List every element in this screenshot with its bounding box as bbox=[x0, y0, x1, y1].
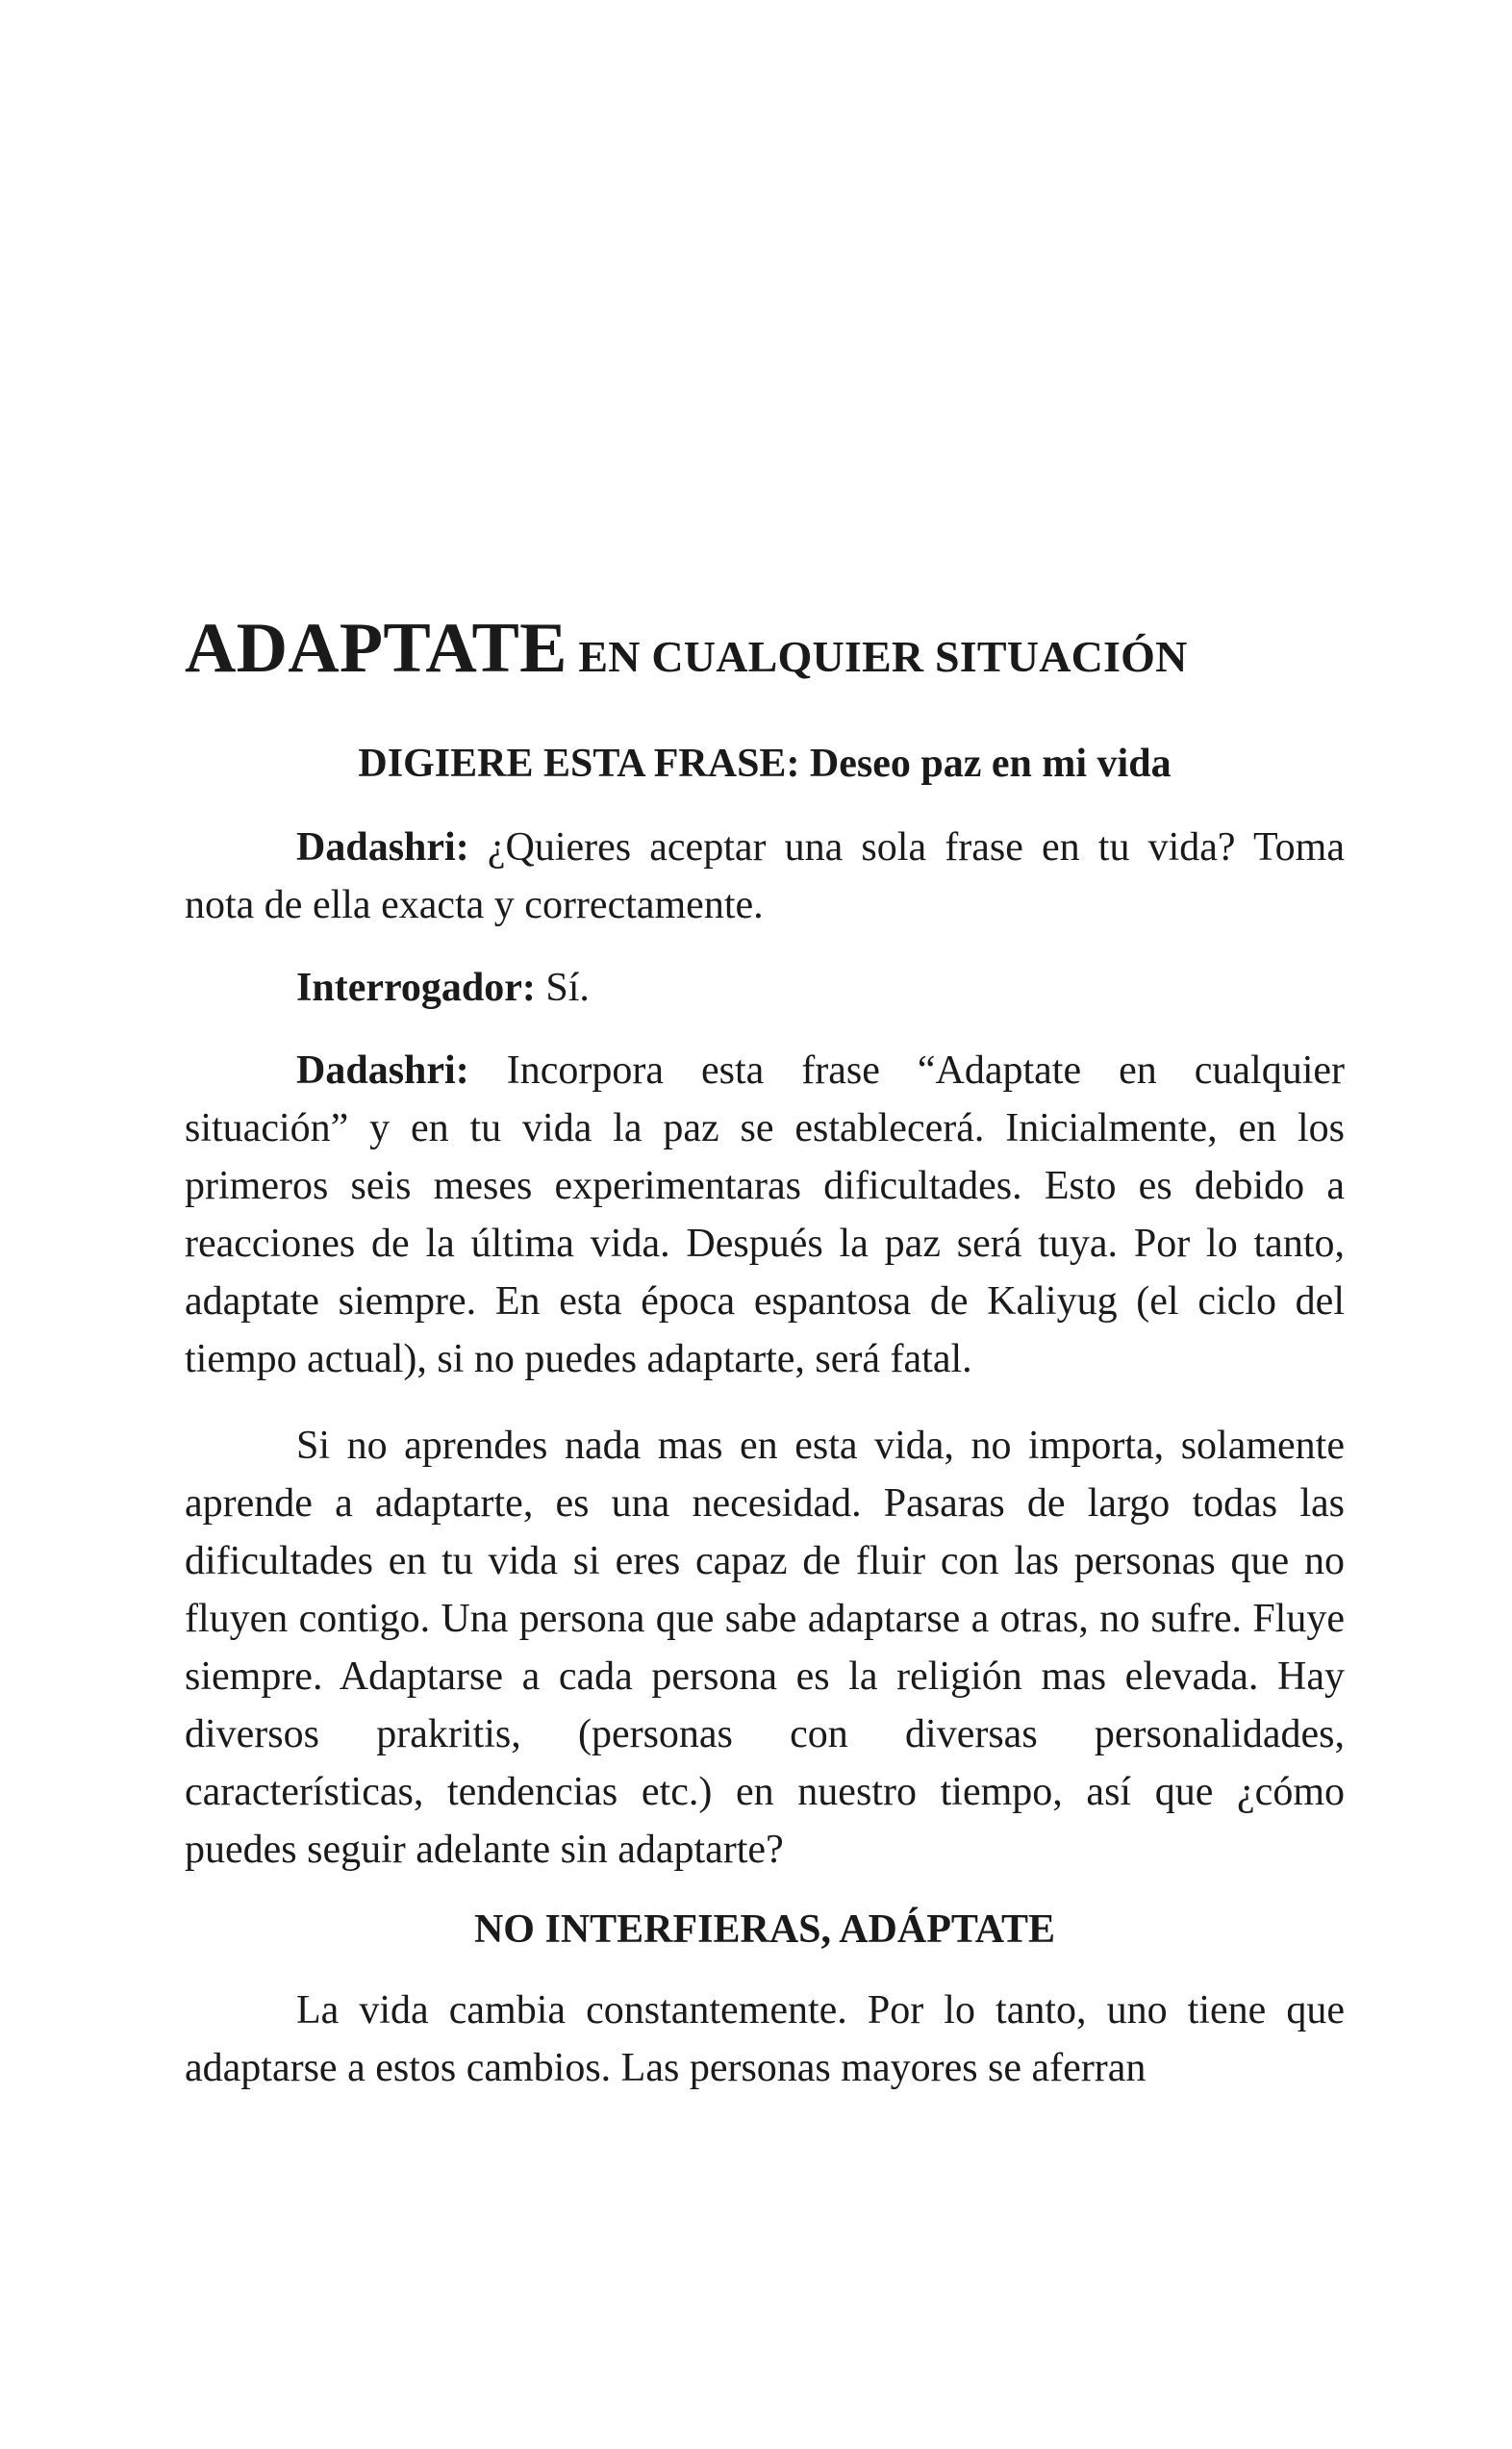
speaker-label: Dadashri: bbox=[296, 825, 469, 871]
body-paragraph: La vida cambia constantemente. Por lo tanto, uno tiene que adaptarse a estos cambios. Las personas mayores se aferran bbox=[185, 1987, 1345, 2090]
section-heading-digiere: DIGIERE ESTA FRASE: Deseo paz en mi vida bbox=[358, 741, 1172, 786]
dialogue-paragraph bbox=[185, 1042, 1345, 1388]
chapter-title-main: ADAPTATE bbox=[185, 609, 567, 688]
dialogue-text: Sí. bbox=[545, 966, 590, 1011]
page-content bbox=[185, 606, 1345, 2097]
dialogue-text: ¿Quieres aceptar una sola frase en tu vida? Toma nota de ella exacta y correctamente. bbox=[185, 825, 1345, 928]
body-paragraph: Si no aprendes nada mas en esta vida, no importa, solamente aprende a adaptarte, es una necesidad. Pasaras de largo todas las dificultades en tu vida si eres capaz de fluir con las personas que no fluyen contigo. Una persona que sabe adaptarse a otras, no sufre. Fluye siempre. Adaptarse a cada persona es la religión mas elevada. Hay diversos prakritis, (personas con diversas personalidades, características, tendencias etc.) en nuestro tiempo, así que ¿cómo puedes seguir adelante sin adaptarte? bbox=[185, 1424, 1345, 1873]
chapter-title bbox=[185, 606, 1345, 692]
chapter-title-rest: EN CUALQUIER SITUACIÓN bbox=[578, 632, 1188, 681]
dialogue-text: Incorpora esta frase “Adaptate en cualquier situación” y en tu vida la paz se establecerá. Inicialmente, en los primeros seis meses experimentaras dificultades. Esto es debido a reacciones de la última vida. Después la paz será tuya. Por lo tanto, adaptate siempre. En esta época espantosa de Kaliyug (el ciclo del tiempo actual), si no puedes adaptarte, será fatal. bbox=[185, 1048, 1346, 1382]
section-heading-no-interfieras: NO INTERFIERAS, ADÁPTATE bbox=[473, 1907, 1056, 1953]
dialogue-paragraph bbox=[185, 959, 1345, 1017]
speaker-label: Interrogador: bbox=[296, 966, 536, 1011]
dialogue-paragraph bbox=[185, 819, 1345, 934]
speaker-label: Dadashri: bbox=[296, 1048, 469, 1094]
